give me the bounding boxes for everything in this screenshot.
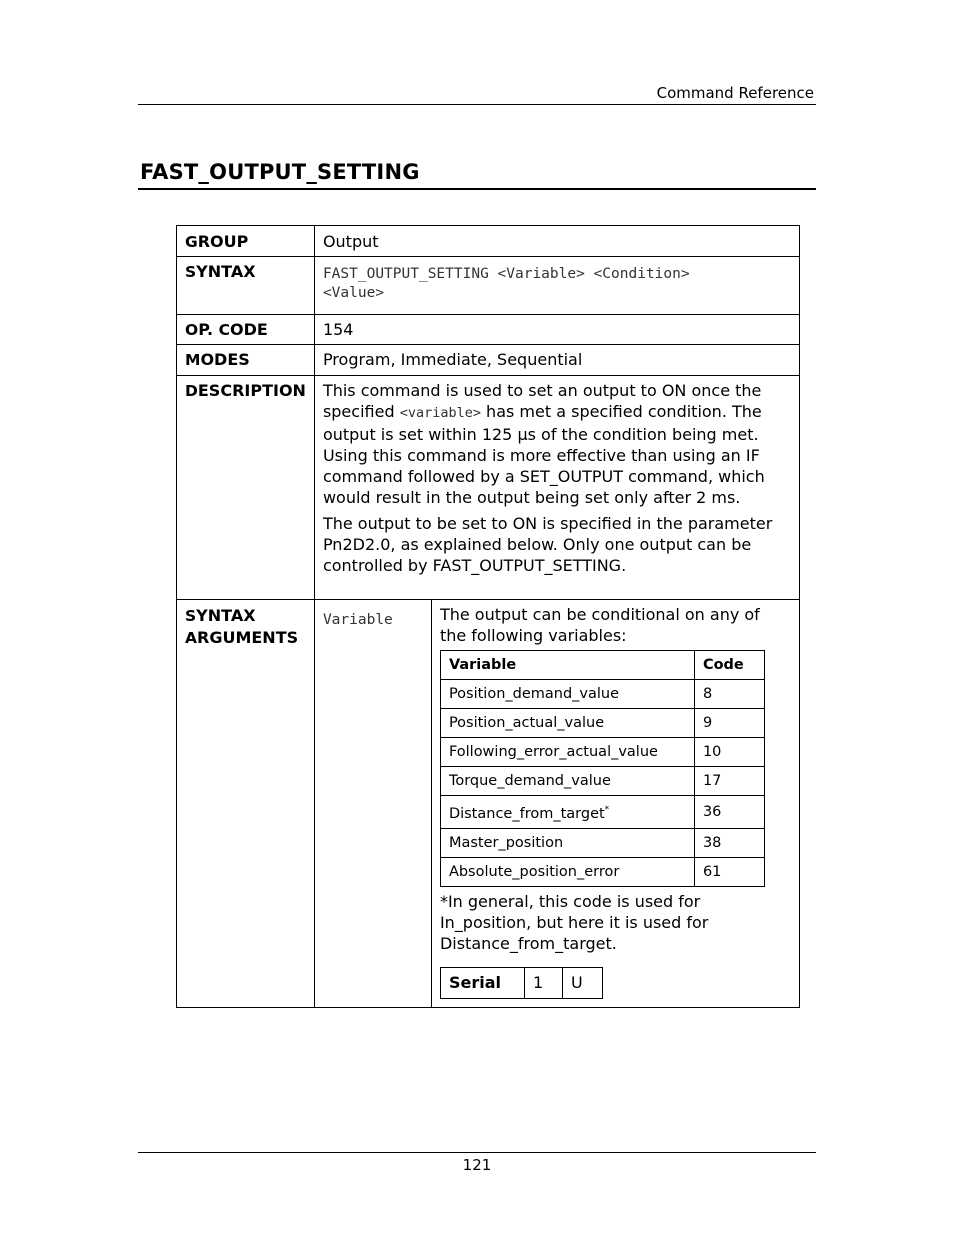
variable-name: Position_demand_value (440, 680, 694, 709)
syntax-line-2: <Value> (322, 285, 385, 301)
label-modes: MODES (177, 345, 315, 376)
syntax-value (314, 257, 799, 315)
row-opcode (177, 315, 800, 345)
footer-rule (138, 1152, 816, 1153)
row-group (177, 226, 800, 257)
header-rule (138, 104, 816, 105)
variables-table (440, 650, 765, 887)
variable-code: 61 (694, 857, 764, 886)
label-opcode: OP. CODE (177, 315, 315, 345)
header-variable: Variable (440, 651, 694, 680)
description-paragraph-1: This command is used to set an output to ON once the specified <variable> has met a specified condition. The output is set within 125 µs of the condition being met. Using this command is more effective than using an IF command followed by a SET_OUTPUT command, which would result in the output being set only after 2 ms. (322, 381, 765, 507)
serial-value-1: 1 (524, 967, 562, 998)
table-row (440, 709, 764, 738)
variable-name: Position_actual_value (440, 709, 694, 738)
table-row (440, 767, 764, 796)
variable-name: Distance_from_target* (440, 796, 694, 829)
table-row (440, 796, 764, 829)
label-syntax-arguments: SYNTAX ARGUMENTS (177, 600, 315, 1008)
syntax-line-1: FAST_OUTPUT_SETTING <Variable> <Condition> (322, 266, 690, 282)
table-row (440, 828, 764, 857)
page-number: 121 (462, 1156, 492, 1174)
group-value: Output (314, 226, 799, 257)
variable-name: Torque_demand_value (440, 767, 694, 796)
row-syntax-arguments (177, 600, 800, 1008)
opcode-value: 154 (314, 315, 799, 345)
argument-name: Variable (314, 600, 431, 1008)
serial-label: Serial (440, 967, 524, 998)
variable-name: Following_error_actual_value (440, 738, 694, 767)
argument-intro: The output can be conditional on any of the following variables: (439, 605, 760, 645)
variables-table-header (440, 651, 764, 680)
row-modes (177, 345, 800, 376)
variable-code: 36 (694, 796, 764, 829)
command-table (176, 225, 800, 1008)
description-value (314, 376, 799, 600)
row-syntax (177, 257, 800, 315)
table-row (440, 738, 764, 767)
variable-name: Absolute_position_error (440, 857, 694, 886)
row-description (177, 376, 800, 600)
modes-value: Program, Immediate, Sequential (314, 345, 799, 376)
variable-code: 17 (694, 767, 764, 796)
label-description: DESCRIPTION (177, 376, 315, 600)
footnote: *In general, this code is used for In_position, but here it is used for Distance_from_target. (439, 891, 709, 953)
serial-value-2: U (562, 967, 602, 998)
variable-name: Master_position (440, 828, 694, 857)
table-row (440, 680, 764, 709)
header-code: Code (694, 651, 764, 680)
variable-code: 10 (694, 738, 764, 767)
footnote-marker: * (604, 805, 610, 815)
page-title: FAST_OUTPUT_SETTING (140, 160, 420, 184)
variable-code: 9 (694, 709, 764, 738)
title-rule (138, 188, 816, 190)
running-header: Command Reference (656, 84, 814, 102)
serial-table (440, 967, 603, 999)
variable-code: 38 (694, 828, 764, 857)
label-group: GROUP (177, 226, 315, 257)
argument-description (431, 600, 799, 1008)
variable-code: 8 (694, 680, 764, 709)
label-syntax: SYNTAX (177, 257, 315, 315)
description-paragraph-2: The output to be set to ON is specified in the parameter Pn2D2.0, as explained below. Only one output can be controlled by FAST_OUTPUT_SETTING. (322, 514, 773, 575)
table-row (440, 857, 764, 886)
